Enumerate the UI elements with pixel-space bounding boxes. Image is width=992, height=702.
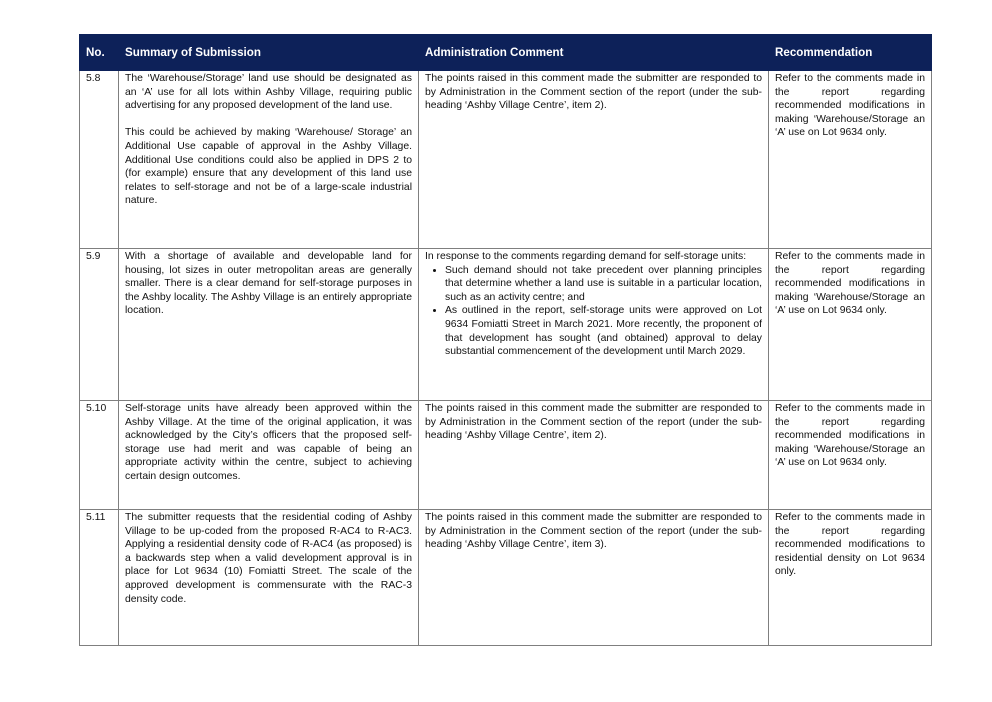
summary-cell: Self-storage units have already been approved within the Ashby Village. At the time of the original application, it was acknowledged by the City’s officers that the proposed self-storage use had merit and was capable of being an appropriate activity within the centre, subject to achieving certain design outcomes.: [119, 401, 419, 510]
row-number: 5.9: [80, 249, 119, 401]
admin-comment-cell: The points raised in this comment made the submitter are responded to by Administration in the Comment section of the report (under the sub-heading ‘Ashby Village Centre’, item 2).: [419, 401, 769, 510]
summary-paragraph: The ‘Warehouse/Storage’ land use should be designated as an ‘A’ use for all lots within Ashby Village, requiring public advertising for any proposed development of the land use.: [125, 73, 412, 112]
row-number: 5.10: [80, 401, 119, 510]
table-row: [80, 249, 932, 401]
row-number: 5.11: [80, 510, 119, 646]
recommendation-cell: Refer to the comments made in the report regarding recommended modifications to residential density on Lot 9634 only.: [769, 510, 932, 646]
admin-comment-cell: The points raised in this comment made the submitter are responded to by Administration in the Comment section of the report (under the sub-heading ‘Ashby Village Centre’, item 2).: [419, 71, 769, 249]
header-summary: Summary of Submission: [119, 35, 419, 71]
recommendation-cell: Refer to the comments made in the report regarding recommended modifications in making ‘Warehouse/Storage an ‘A’ use on Lot 9634 only.: [769, 401, 932, 510]
header-recommendation: Recommendation: [769, 35, 932, 71]
row-number: 5.8: [80, 71, 119, 249]
summary-paragraph: This could be achieved by making ‘Warehouse/ Storage’ an Additional Use capable of approval in the Ashby Village. Additional Use conditions could also be applied in DPS 2 to (for example) ensure that any development of this land use relates to self-storage and not be of a large-scale industrial nature.: [125, 127, 412, 207]
admin-comment-list: [425, 264, 762, 359]
recommendation-cell: Refer to the comments made in the report regarding recommended modifications in making ‘Warehouse/Storage an ‘A’ use on Lot 9634 only.: [769, 71, 932, 249]
admin-comment-cell: The points raised in this comment made the submitter are responded to by Administration in the Comment section of the report (under the sub-heading ‘Ashby Village Centre’, item 3).: [419, 510, 769, 646]
summary-cell: [119, 71, 419, 249]
summary-cell: The submitter requests that the residential coding of Ashby Village to be up-coded from the proposed R-AC4 to R-AC3. Applying a residential density code of R-AC4 (as proposed) is a backwards step when a valid development approval is in place for Lot 9634 (10) Fomiatti Street. The scale of the approved development is commensurate with the RAC-3 density code.: [119, 510, 419, 646]
summary-cell: With a shortage of available and developable land for housing, lot sizes in outer metropolitan areas are generally smaller. There is a clear demand for self-storage purposes in the Ashby locality. The Ashby Village is an entirely appropriate location.: [119, 249, 419, 401]
admin-comment-intro: In response to the comments regarding demand for self-storage units:: [425, 251, 747, 262]
submissions-table: [79, 34, 932, 646]
table-row: [80, 401, 932, 510]
admin-comment-cell: [419, 249, 769, 401]
table-row: [80, 510, 932, 646]
list-item: • As outlined in the report, self-storage units were approved on Lot 9634 Fomiatti Street in March 2021. More recently, the proponent of that development has sought (and obtained) approval to delay substantial commencement of the development until March 2029.: [445, 304, 762, 358]
table-row: [80, 71, 932, 249]
table-header-row: [80, 35, 932, 71]
header-no: No.: [80, 35, 119, 71]
header-admin-comment: Administration Comment: [419, 35, 769, 71]
list-item: • Such demand should not take precedent over planning principles that determine whether a land use is suitable in a particular location, such as an activity centre; and: [445, 264, 762, 305]
recommendation-cell: Refer to the comments made in the report regarding recommended modifications in making ‘Warehouse/Storage an ‘A’ use on Lot 9634 only.: [769, 249, 932, 401]
